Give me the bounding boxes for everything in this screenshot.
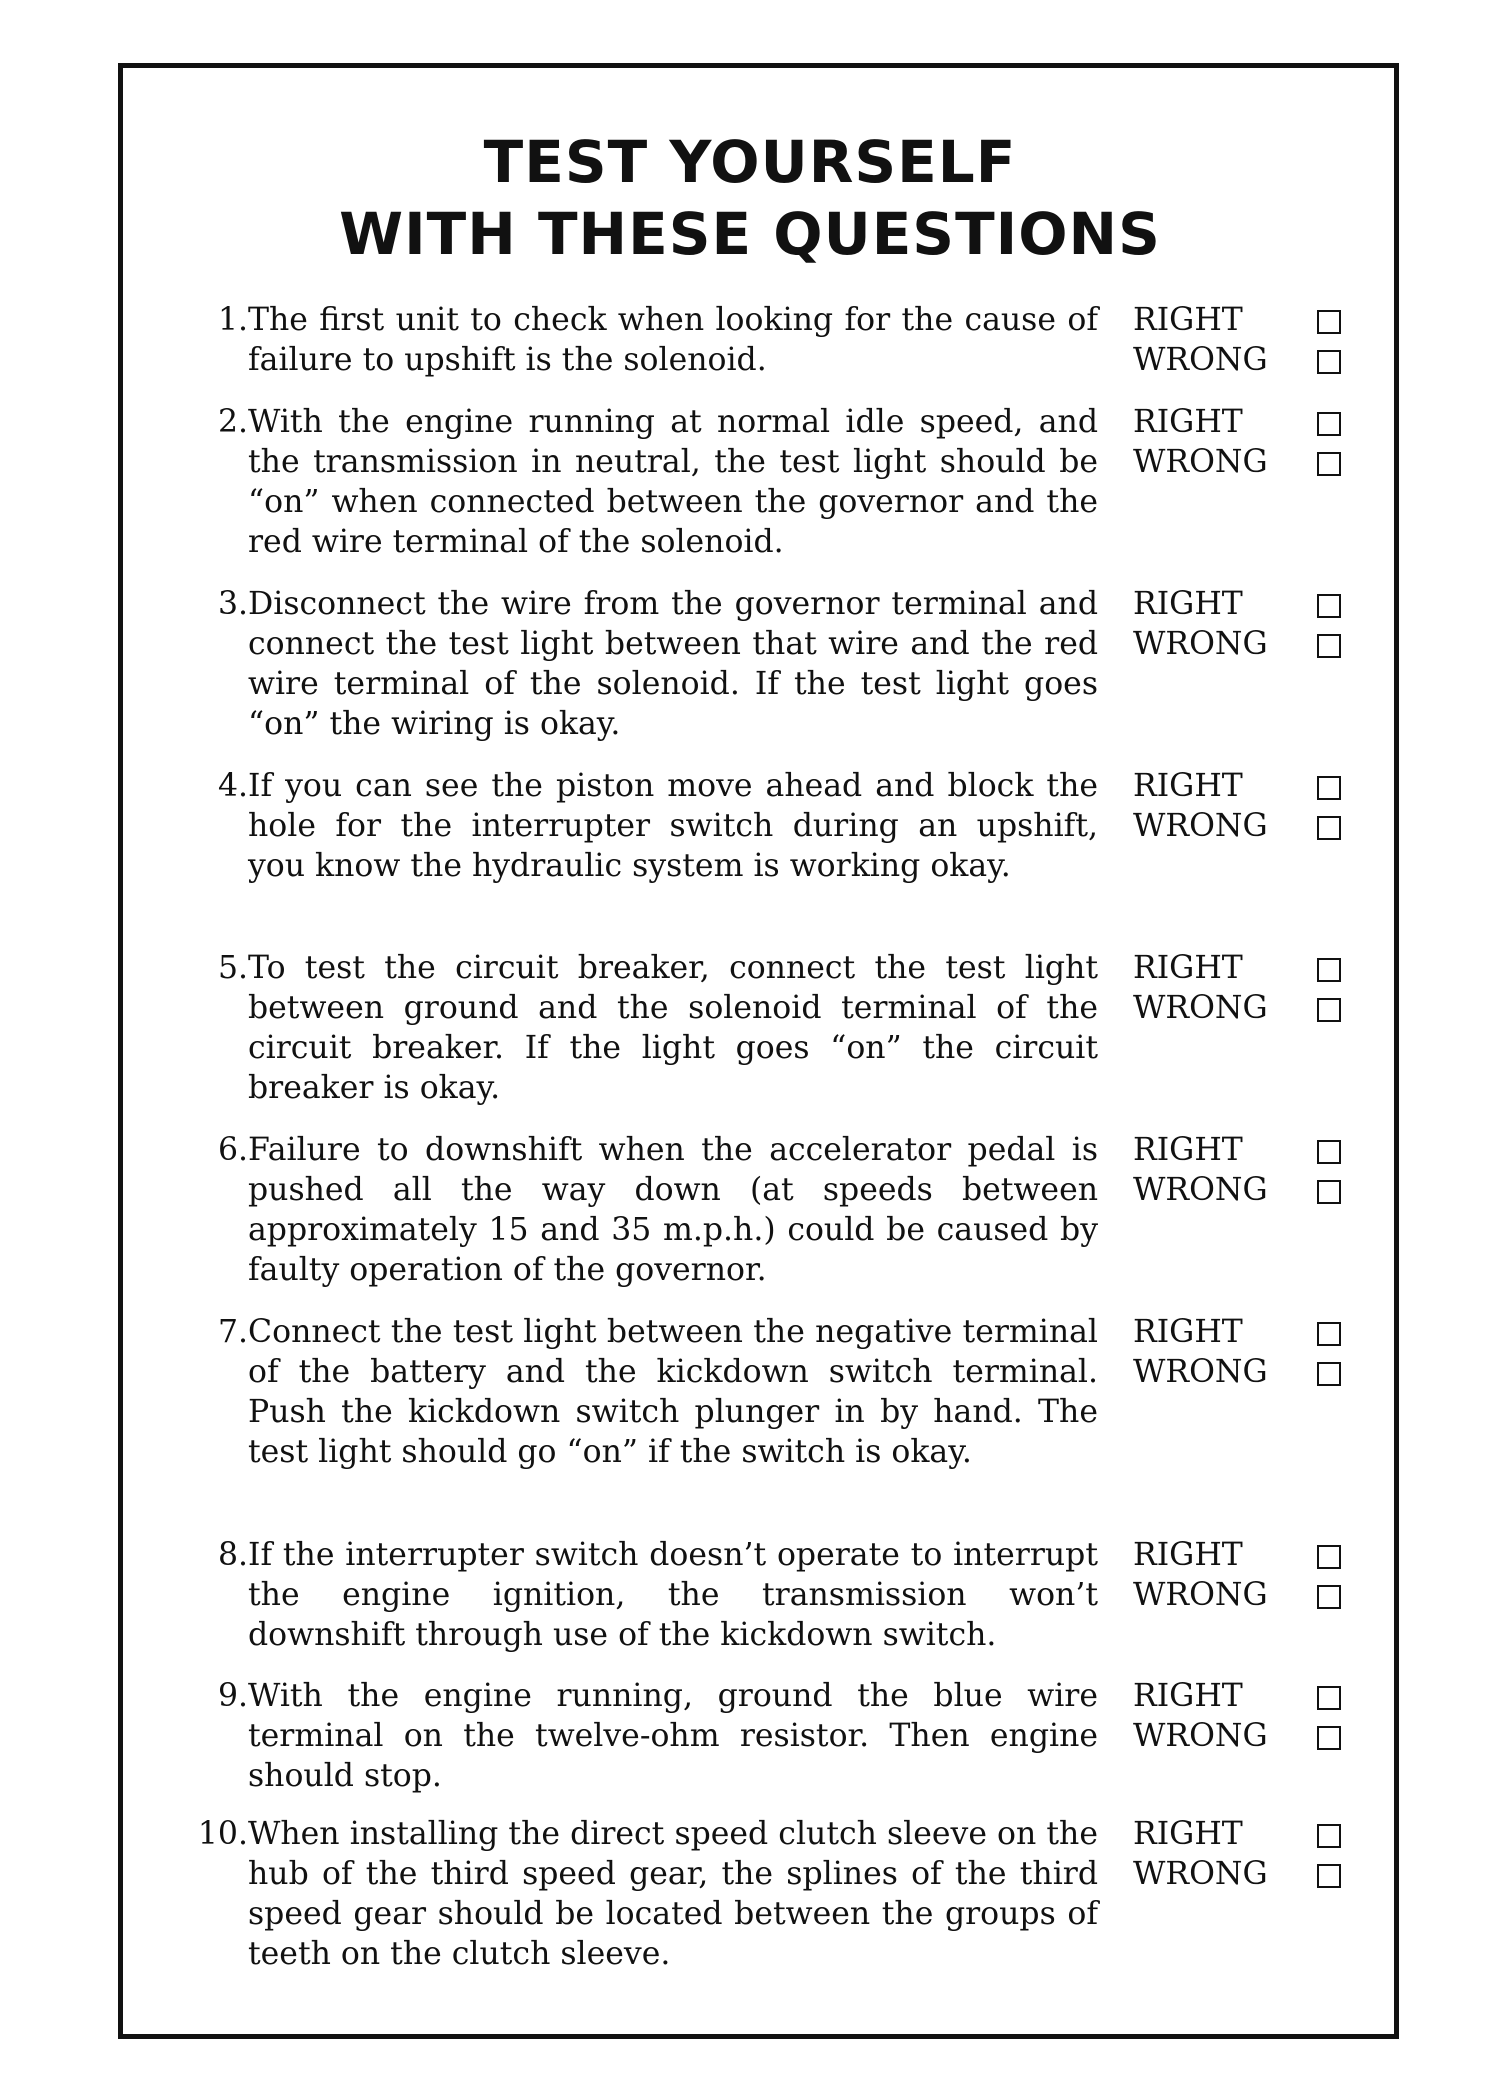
question-text: To test the circuit breaker, connect the test light between ground and the solenoid terminal of the circuit breaker. If the light goes “on” the circuit breaker is okay. [248,950,1098,1106]
wrong-checkbox[interactable] [1317,1585,1341,1609]
wrong-checkbox[interactable] [1317,1180,1341,1204]
right-checkbox[interactable] [1317,1322,1341,1346]
right-label: RIGHT [1133,404,1243,440]
answer-wrong [1133,442,1363,482]
wrong-label: WRONG [1133,1354,1268,1390]
answer-right [1133,766,1363,806]
question-number: 2. [217,404,248,440]
answer-wrong [1133,1575,1363,1615]
question-text: When installing the direct speed clutch sleeve on the hub of the third speed gear, the splines of the third speed gear should be located between the groups of teeth on the clutch sleeve. [248,1816,1098,1972]
answer-right [1133,300,1363,340]
right-label: RIGHT [1133,1678,1243,1714]
question-text: With the engine running at normal idle speed, and the transmission in neutral, the test light should be “on” when connected between the governor and the red wire terminal of the solenoid. [248,404,1098,560]
question-number: 9. [217,1678,248,1714]
right-checkbox[interactable] [1317,310,1341,334]
right-label: RIGHT [1133,950,1243,986]
right-checkbox[interactable] [1317,776,1341,800]
question-number: 8. [217,1537,248,1573]
wrong-label: WRONG [1133,808,1268,844]
question-text: The first unit to check when looking for the cause of failure to upshift is the solenoid. [248,302,1098,378]
question-number: 7. [217,1314,248,1350]
answer-right [1133,1676,1363,1716]
right-label: RIGHT [1133,1816,1243,1852]
question-text: If the interrupter switch doesn’t operate to interrupt the engine ignition, the transmission won’t downshift through use of the kickdown switch. [248,1537,1098,1653]
answer-wrong [1133,624,1363,664]
title-line-2: WITH THESE QUESTIONS [339,200,1161,268]
answer-options [1133,584,1363,664]
question-number: 10. [197,1816,248,1852]
wrong-checkbox[interactable] [1317,350,1341,374]
answer-wrong [1133,806,1363,846]
right-label: RIGHT [1133,1132,1243,1168]
right-checkbox[interactable] [1317,594,1341,618]
answer-wrong [1133,1352,1363,1392]
wrong-checkbox[interactable] [1317,452,1341,476]
answer-right [1133,1814,1363,1854]
answer-wrong [1133,340,1363,380]
answer-options [1133,1814,1363,1894]
wrong-checkbox[interactable] [1317,634,1341,658]
right-checkbox[interactable] [1317,1140,1341,1164]
question-text: Disconnect the wire from the governor terminal and connect the test light between that wire and the red wire terminal of the solenoid. If the test light goes “on” the wiring is okay. [248,586,1098,742]
right-label: RIGHT [1133,1537,1243,1573]
wrong-label: WRONG [1133,626,1268,662]
answer-wrong [1133,1716,1363,1756]
answer-options [1133,1312,1363,1392]
question-number: 3. [217,586,248,622]
answer-wrong [1133,1854,1363,1894]
right-checkbox[interactable] [1317,958,1341,982]
wrong-label: WRONG [1133,342,1268,378]
wrong-checkbox[interactable] [1317,1726,1341,1750]
question-number: 1. [217,302,248,338]
wrong-label: WRONG [1133,990,1268,1026]
answer-options [1133,1535,1363,1615]
right-checkbox[interactable] [1317,1686,1341,1710]
answer-options [1133,1676,1363,1756]
wrong-checkbox[interactable] [1317,998,1341,1022]
answer-options [1133,1130,1363,1210]
answer-wrong [1133,988,1363,1028]
question-text: Failure to downshift when the accelerator pedal is pushed all the way down (at speeds between approximately 15 and 35 m.p.h.) could be caused by faulty operation of the governor. [248,1132,1098,1288]
wrong-label: WRONG [1133,1577,1268,1613]
page-title [0,126,1500,270]
right-checkbox[interactable] [1317,1545,1341,1569]
question-text: Connect the test light between the negative terminal of the battery and the kickdown switch terminal. Push the kickdown switch plunger in by hand. The test light should go “on” if the switch is okay. [248,1314,1098,1470]
wrong-label: WRONG [1133,1856,1268,1892]
right-label: RIGHT [1133,586,1243,622]
question-number: 6. [217,1132,248,1168]
answer-right [1133,948,1363,988]
answer-right [1133,402,1363,442]
wrong-label: WRONG [1133,1172,1268,1208]
answer-options [1133,948,1363,1028]
title-line-1: TEST YOURSELF [483,128,1017,196]
answer-right [1133,584,1363,624]
wrong-checkbox[interactable] [1317,816,1341,840]
right-label: RIGHT [1133,1314,1243,1350]
answer-right [1133,1312,1363,1352]
wrong-checkbox[interactable] [1317,1864,1341,1888]
right-checkbox[interactable] [1317,1824,1341,1848]
right-label: RIGHT [1133,302,1243,338]
wrong-label: WRONG [1133,444,1268,480]
wrong-checkbox[interactable] [1317,1362,1341,1386]
wrong-label: WRONG [1133,1718,1268,1754]
answer-wrong [1133,1170,1363,1210]
right-checkbox[interactable] [1317,412,1341,436]
answer-right [1133,1535,1363,1575]
answer-options [1133,402,1363,482]
question-number: 4. [217,768,248,804]
question-text: If you can see the piston move ahead and block the hole for the interrupter switch during an upshift, you know the hydraulic system is working okay. [248,768,1098,884]
answer-right [1133,1130,1363,1170]
answer-options [1133,766,1363,846]
question-text: With the engine running, ground the blue wire terminal on the twelve-ohm resistor. Then engine should stop. [248,1678,1098,1794]
question-number: 5. [217,950,248,986]
answer-options [1133,300,1363,380]
right-label: RIGHT [1133,768,1243,804]
